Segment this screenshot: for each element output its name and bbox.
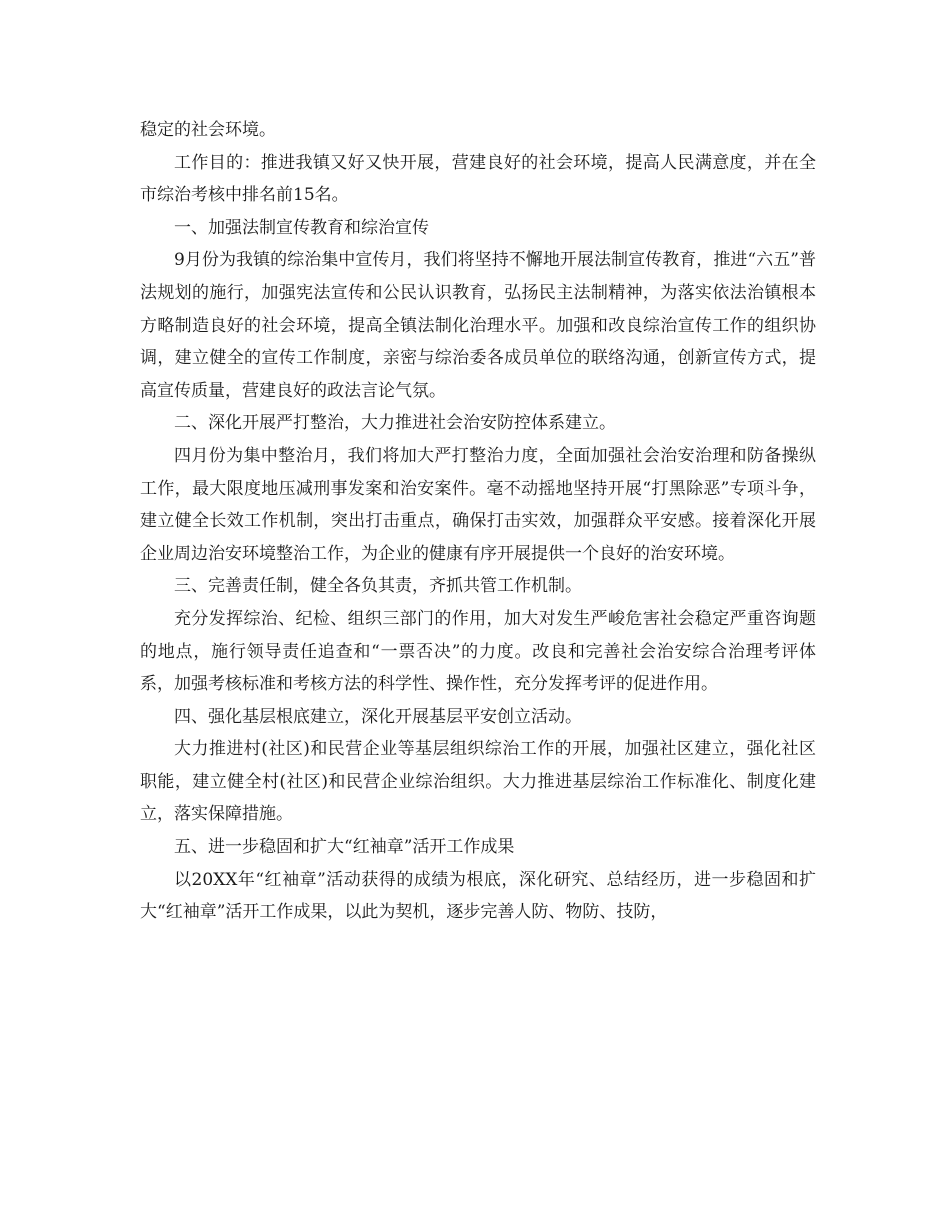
section-heading: 五、进一步稳固和扩大“红袖章”活开工作成果: [174, 837, 515, 858]
paragraph: 9月份为我镇的综治集中宣传月，我们将坚持不懈地开展法制宣传教育，推进“六五”普法规划的施行，加强宪法宣传和公民认识教育，弘扬民主法制精神，为落实依法治镇根本方略制造良好的社会环境，提高全镇法制化治理水平。加强和改良综治宣传工作的组织协调，建立健全的宣传工作制度，亲密与综治委各成员单位的联络沟通，创新宣传方式，提高宣传质量，营建良好的政法言论气氛。: [140, 250, 816, 401]
paragraph: 四月份为集中整治月，我们将加大严打整治力度，全面加强社会治安治理和防备操纵工作，最大限度地压减刑事发案和治安案件。毫不动摇地坚持开展“打黑除恶”专项斗争，建立健全长效工作机制，突出打击重点，确保打击实效，加强群众平安感。接着深化开展企业周边治安环境整治工作，为企业的健康有序开展提供一个良好的治安环境。: [140, 445, 816, 564]
paragraph: 充分发挥综治、纪检、组织三部门的作用，加大对发生严峻危害社会稳定严重咨询题的地点，施行领导责任追查和“一票否决”的力度。改良和完善社会治安综合治理考评体系，加强考核标准和考核方法的科学性、操作性，充分发挥考评的促进作用。: [140, 608, 816, 695]
paragraph: 工作目的：推进我镇又好又快开展，营建良好的社会环境，提高人民满意度，并在全市综治考核中排名前15名。: [140, 152, 816, 206]
section-heading: 四、强化基层根底建立，深化开展基层平安创立活动。: [174, 706, 582, 727]
paragraph: 稳定的社会环境。: [140, 120, 276, 140]
section-heading: 一、加强法制宣传教育和综治宣传: [174, 217, 429, 238]
paragraph: 以20XX年“红袖章”活动获得的成绩为根底，深化研究、总结经历，进一步稳固和扩大“红袖章”活开工作成果，以此为契机，逐步完善人防、物防、技防，: [140, 869, 816, 923]
document-body: [140, 114, 816, 929]
paragraph: 大力推进村(社区)和民营企业等基层组织综治工作的开展，加强社区建立，强化社区职能，建立健全村(社区)和民营企业综治组织。大力推进基层综治工作标准化、制度化建立，落实保障措施。: [140, 739, 816, 825]
section-heading: 二、深化开展严打整治，大力推进社会治安防控体系建立。: [174, 413, 616, 434]
section-heading: 三、完善责任制，健全各负其责，齐抓共管工作机制。: [174, 576, 582, 597]
